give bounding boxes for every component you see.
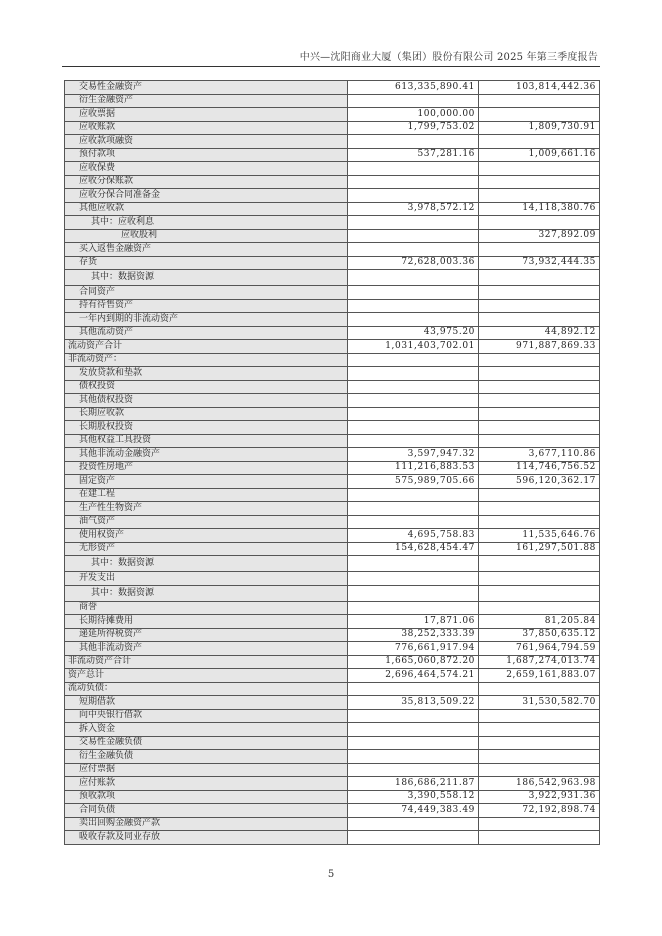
period-end-value <box>348 162 479 176</box>
row-label: 发放贷款和垫款 <box>65 367 348 381</box>
prior-period-value <box>479 434 600 448</box>
table-row <box>65 243 600 257</box>
table-row <box>65 175 600 189</box>
prior-period-value: 81,205.84 <box>479 615 600 629</box>
period-end-value: 1,799,753.02 <box>348 121 479 135</box>
row-label: 商誉 <box>65 601 348 615</box>
table-row <box>65 585 600 601</box>
row-label: 应收股利 <box>65 229 348 243</box>
prior-period-value <box>479 216 600 230</box>
period-end-value <box>348 394 479 408</box>
prior-period-value <box>479 736 600 750</box>
period-end-value <box>348 572 479 586</box>
prior-period-value: 103,814,442.36 <box>479 81 600 95</box>
prior-period-value: 44,892.12 <box>479 326 600 340</box>
prior-period-value <box>479 502 600 516</box>
row-label: 递延所得税资产 <box>65 628 348 642</box>
prior-period-value <box>479 709 600 723</box>
table-row <box>65 642 600 656</box>
period-end-value <box>348 299 479 313</box>
prior-period-value <box>479 189 600 203</box>
table-row <box>65 448 600 462</box>
prior-period-value <box>479 572 600 586</box>
prior-period-value: 1,687,274,013.74 <box>479 655 600 669</box>
row-label: 投资性房地产 <box>65 461 348 475</box>
row-label: 预付款项 <box>65 148 348 162</box>
period-end-value <box>348 313 479 327</box>
table-row <box>65 162 600 176</box>
table-row <box>65 216 600 230</box>
row-label: 应收款项融资 <box>65 135 348 149</box>
row-label: 长期股权投资 <box>65 421 348 435</box>
row-label: 交易性金融资产 <box>65 81 348 95</box>
table-row <box>65 461 600 475</box>
period-end-value <box>348 421 479 435</box>
table-row <box>65 367 600 381</box>
table-row <box>65 475 600 489</box>
period-end-value <box>348 502 479 516</box>
period-end-value: 74,449,383.49 <box>348 804 479 818</box>
row-label: 其他债权投资 <box>65 394 348 408</box>
prior-period-value <box>479 831 600 845</box>
table-row <box>65 299 600 313</box>
period-end-value <box>348 353 479 367</box>
row-label: 应收分保合同准备金 <box>65 189 348 203</box>
period-end-value <box>348 367 479 381</box>
prior-period-value <box>479 162 600 176</box>
table-row <box>65 556 600 572</box>
period-end-value: 100,000.00 <box>348 108 479 122</box>
table-row <box>65 313 600 327</box>
table-row <box>65 394 600 408</box>
row-label: 合同负债 <box>65 804 348 818</box>
row-label: 衍生金融资产 <box>65 94 348 108</box>
period-end-value: 35,813,509.22 <box>348 696 479 710</box>
row-label: 其中：应收利息 <box>65 216 348 230</box>
table-row <box>65 135 600 149</box>
prior-period-value <box>479 353 600 367</box>
table-row <box>65 340 600 354</box>
table-row <box>65 229 600 243</box>
prior-period-value <box>479 515 600 529</box>
row-label: 使用权资产 <box>65 529 348 543</box>
period-end-value <box>348 286 479 300</box>
period-end-value: 575,989,705.66 <box>348 475 479 489</box>
row-label: 非流动资产： <box>65 353 348 367</box>
table-row <box>65 831 600 845</box>
prior-period-value: 31,530,582.70 <box>479 696 600 710</box>
period-end-value <box>348 585 479 601</box>
row-label: 应收账款 <box>65 121 348 135</box>
prior-period-value <box>479 682 600 696</box>
table-row <box>65 121 600 135</box>
prior-period-value <box>479 286 600 300</box>
prior-period-value <box>479 313 600 327</box>
table-row <box>65 709 600 723</box>
period-end-value <box>348 94 479 108</box>
table-row <box>65 682 600 696</box>
table-row <box>65 434 600 448</box>
row-label: 资产总计 <box>65 669 348 683</box>
table-row <box>65 81 600 95</box>
row-label: 其他权益工具投资 <box>65 434 348 448</box>
row-label: 买入返售金融资产 <box>65 243 348 257</box>
period-end-value: 43,975.20 <box>348 326 479 340</box>
row-label: 应收票据 <box>65 108 348 122</box>
row-label: 油气资产 <box>65 515 348 529</box>
table-row <box>65 763 600 777</box>
table-row <box>65 750 600 764</box>
prior-period-value <box>479 407 600 421</box>
table-row <box>65 380 600 394</box>
prior-period-value <box>479 763 600 777</box>
prior-period-value <box>479 601 600 615</box>
table-row <box>65 407 600 421</box>
prior-period-value: 73,932,444.35 <box>479 256 600 270</box>
period-end-value: 111,216,883.53 <box>348 461 479 475</box>
period-end-value <box>348 434 479 448</box>
table-row <box>65 326 600 340</box>
period-end-value <box>348 601 479 615</box>
period-end-value: 72,628,003.36 <box>348 256 479 270</box>
table-row <box>65 189 600 203</box>
row-label: 衍生金融负债 <box>65 750 348 764</box>
period-end-value: 1,665,060,872.20 <box>348 655 479 669</box>
prior-period-value: 1,809,730.91 <box>479 121 600 135</box>
row-label: 在建工程 <box>65 488 348 502</box>
table-row <box>65 542 600 556</box>
row-label: 流动资产合计 <box>65 340 348 354</box>
header-divider <box>62 66 600 67</box>
row-label: 债权投资 <box>65 380 348 394</box>
table-row <box>65 572 600 586</box>
row-label: 拆入资金 <box>65 723 348 737</box>
table-row <box>65 804 600 818</box>
table-row <box>65 669 600 683</box>
table-row <box>65 202 600 216</box>
period-end-value <box>348 709 479 723</box>
period-end-value <box>348 831 479 845</box>
period-end-value: 3,597,947.32 <box>348 448 479 462</box>
period-end-value <box>348 736 479 750</box>
row-label: 长期待摊费用 <box>65 615 348 629</box>
period-end-value: 3,978,572.12 <box>348 202 479 216</box>
table-row <box>65 790 600 804</box>
prior-period-value <box>479 108 600 122</box>
row-label: 一年内到期的非流动资产 <box>65 313 348 327</box>
table-row <box>65 270 600 286</box>
row-label: 无形资产 <box>65 542 348 556</box>
prior-period-value: 1,009,661.16 <box>479 148 600 162</box>
row-label: 其中：数据资源 <box>65 585 348 601</box>
table-row <box>65 286 600 300</box>
period-end-value <box>348 243 479 257</box>
period-end-value <box>348 488 479 502</box>
period-end-value <box>348 763 479 777</box>
row-label: 应付票据 <box>65 763 348 777</box>
prior-period-value <box>479 817 600 831</box>
row-label: 其他非流动金融资产 <box>65 448 348 462</box>
prior-period-value <box>479 380 600 394</box>
prior-period-value: 3,677,110.86 <box>479 448 600 462</box>
row-label: 生产性生物资产 <box>65 502 348 516</box>
row-label: 短期借款 <box>65 696 348 710</box>
period-end-value <box>348 556 479 572</box>
row-label: 其他非流动资产 <box>65 642 348 656</box>
balance-sheet-table <box>64 80 600 845</box>
prior-period-value: 14,118,380.76 <box>479 202 600 216</box>
prior-period-value <box>479 394 600 408</box>
period-end-value: 154,628,454.47 <box>348 542 479 556</box>
prior-period-value <box>479 367 600 381</box>
period-end-value <box>348 380 479 394</box>
period-end-value <box>348 750 479 764</box>
table-row <box>65 94 600 108</box>
report-header: 中兴—沈阳商业大厦（集团）股份有限公司 2025 年第三季度报告 <box>299 52 598 63</box>
prior-period-value <box>479 750 600 764</box>
prior-period-value: 114,746,756.52 <box>479 461 600 475</box>
prior-period-value: 327,892.09 <box>479 229 600 243</box>
prior-period-value <box>479 556 600 572</box>
period-end-value <box>348 270 479 286</box>
row-label: 其他流动资产 <box>65 326 348 340</box>
prior-period-value: 971,887,869.33 <box>479 340 600 354</box>
period-end-value: 4,695,758.83 <box>348 529 479 543</box>
prior-period-value <box>479 299 600 313</box>
row-label: 其中：数据资源 <box>65 556 348 572</box>
row-label: 预收款项 <box>65 790 348 804</box>
table-row <box>65 817 600 831</box>
period-end-value <box>348 515 479 529</box>
balance-sheet-rows <box>65 81 600 845</box>
row-label: 固定资产 <box>65 475 348 489</box>
row-label: 其他应收款 <box>65 202 348 216</box>
row-label: 应付账款 <box>65 777 348 791</box>
period-end-value: 537,281.16 <box>348 148 479 162</box>
prior-period-value: 72,192,898.74 <box>479 804 600 818</box>
prior-period-value <box>479 421 600 435</box>
period-end-value <box>348 175 479 189</box>
row-label: 向中央银行借款 <box>65 709 348 723</box>
period-end-value <box>348 229 479 243</box>
row-label: 流动负债： <box>65 682 348 696</box>
prior-period-value <box>479 243 600 257</box>
table-row <box>65 655 600 669</box>
row-label: 合同资产 <box>65 286 348 300</box>
table-row <box>65 736 600 750</box>
row-label: 卖出回购金融资产款 <box>65 817 348 831</box>
period-end-value <box>348 407 479 421</box>
table-row <box>65 529 600 543</box>
row-label: 应收分保账款 <box>65 175 348 189</box>
prior-period-value <box>479 135 600 149</box>
prior-period-value <box>479 723 600 737</box>
table-row <box>65 696 600 710</box>
prior-period-value <box>479 94 600 108</box>
row-label: 非流动资产合计 <box>65 655 348 669</box>
prior-period-value: 11,535,646.76 <box>479 529 600 543</box>
prior-period-value: 596,120,362.17 <box>479 475 600 489</box>
prior-period-value: 3,922,931.36 <box>479 790 600 804</box>
prior-period-value: 761,964,794.59 <box>479 642 600 656</box>
row-label: 开发支出 <box>65 572 348 586</box>
period-end-value: 17,871.06 <box>348 615 479 629</box>
period-end-value: 776,661,917.94 <box>348 642 479 656</box>
prior-period-value: 161,297,501.88 <box>479 542 600 556</box>
table-row <box>65 488 600 502</box>
table-row <box>65 515 600 529</box>
row-label: 其中：数据资源 <box>65 270 348 286</box>
period-end-value <box>348 723 479 737</box>
period-end-value: 38,252,333.39 <box>348 628 479 642</box>
period-end-value: 1,031,403,702.01 <box>348 340 479 354</box>
period-end-value: 613,335,890.41 <box>348 81 479 95</box>
period-end-value <box>348 135 479 149</box>
prior-period-value <box>479 175 600 189</box>
prior-period-value <box>479 270 600 286</box>
period-end-value <box>348 817 479 831</box>
period-end-value <box>348 216 479 230</box>
period-end-value: 186,686,211.87 <box>348 777 479 791</box>
table-row <box>65 421 600 435</box>
prior-period-value: 2,659,161,883.07 <box>479 669 600 683</box>
table-row <box>65 723 600 737</box>
table-row <box>65 615 600 629</box>
row-label: 持有待售资产 <box>65 299 348 313</box>
table-row <box>65 502 600 516</box>
table-row <box>65 108 600 122</box>
prior-period-value: 37,850,635.12 <box>479 628 600 642</box>
period-end-value: 3,390,558.12 <box>348 790 479 804</box>
table-row <box>65 148 600 162</box>
row-label: 存货 <box>65 256 348 270</box>
table-row <box>65 256 600 270</box>
prior-period-value <box>479 585 600 601</box>
period-end-value <box>348 189 479 203</box>
table-row <box>65 777 600 791</box>
period-end-value <box>348 682 479 696</box>
row-label: 交易性金融负债 <box>65 736 348 750</box>
page-number: 5 <box>327 869 335 880</box>
row-label: 长期应收款 <box>65 407 348 421</box>
row-label: 吸收存款及同业存放 <box>65 831 348 845</box>
period-end-value: 2,696,464,574.21 <box>348 669 479 683</box>
table-row <box>65 353 600 367</box>
table-row <box>65 628 600 642</box>
prior-period-value: 186,542,963.98 <box>479 777 600 791</box>
row-label: 应收保费 <box>65 162 348 176</box>
table-row <box>65 601 600 615</box>
prior-period-value <box>479 488 600 502</box>
